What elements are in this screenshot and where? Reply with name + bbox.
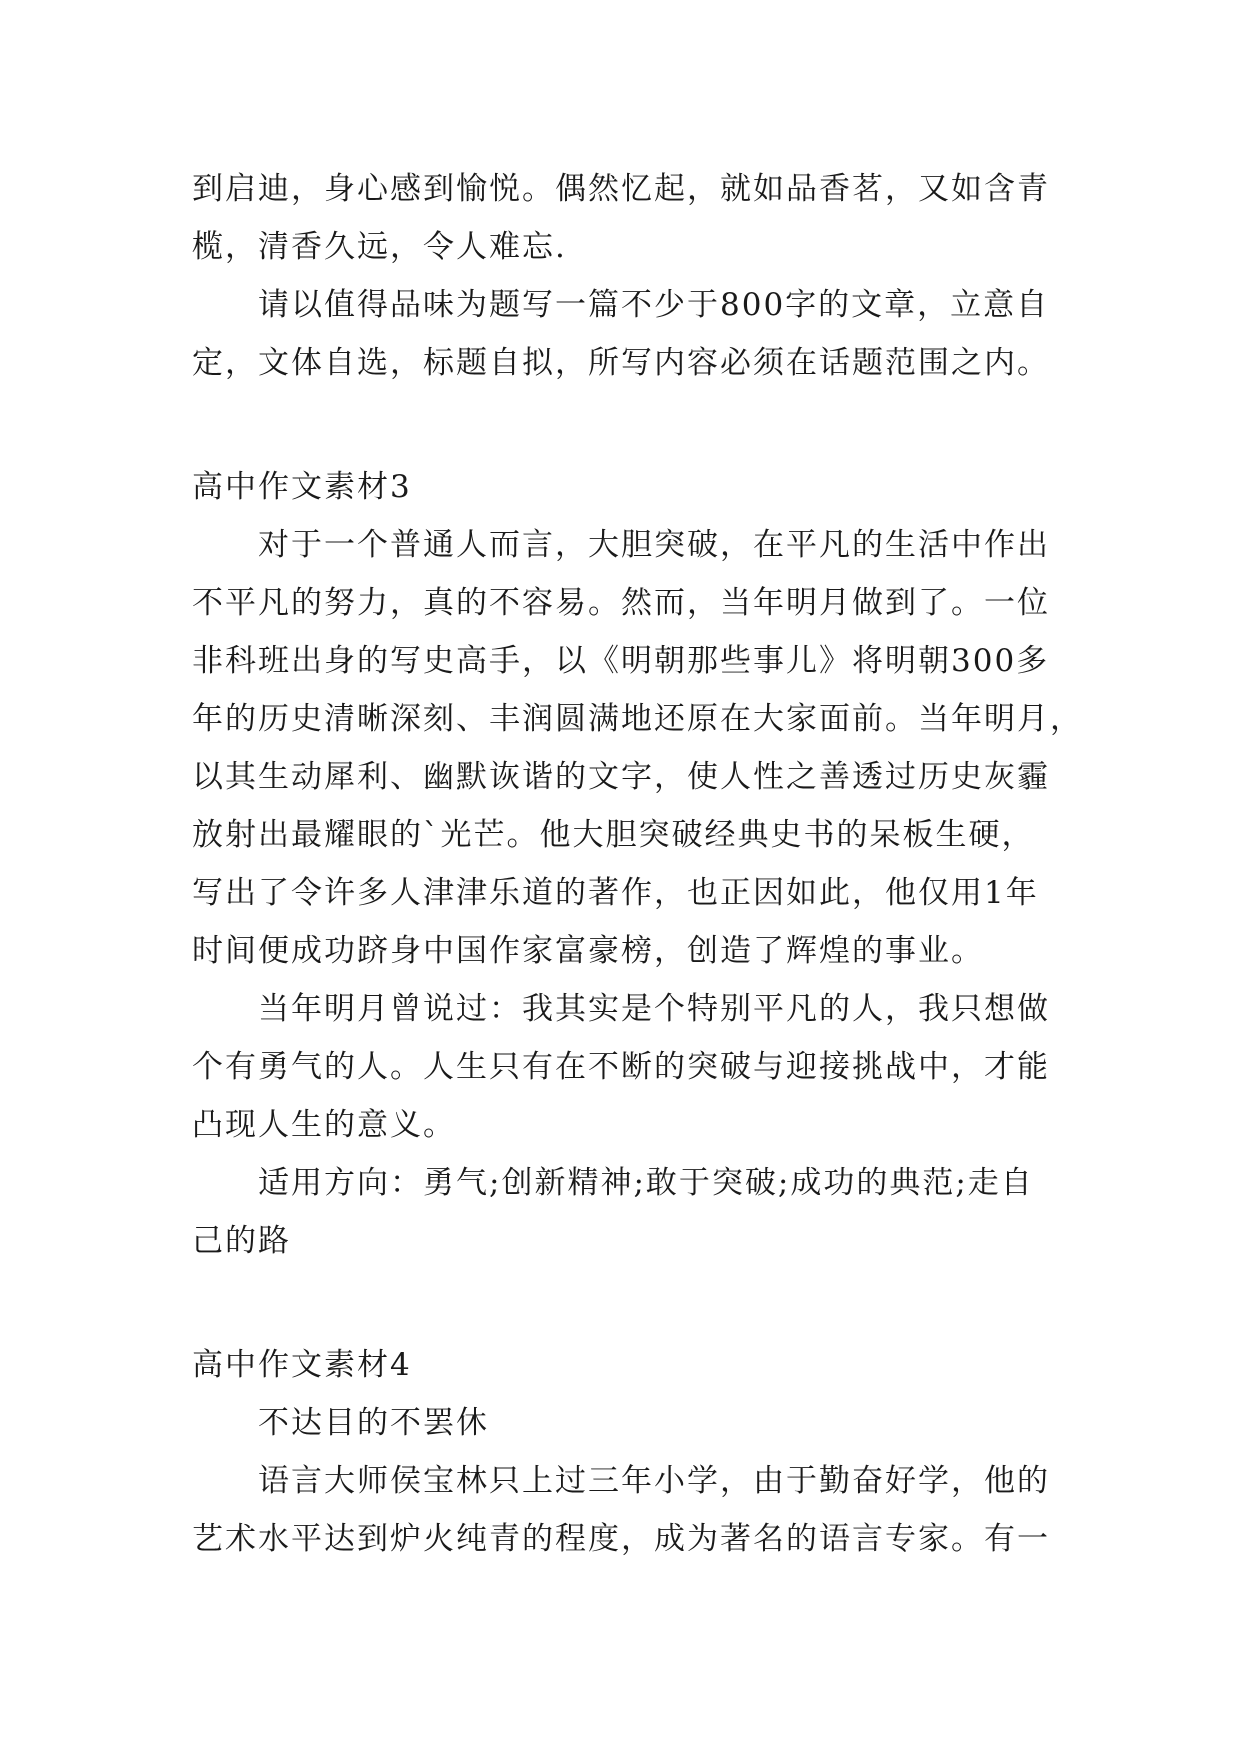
- paragraph-line: 年的历史清晰深刻、丰润圆满地还原在大家面前。当年明月，: [192, 701, 1083, 737]
- paragraph-line: 艺术水平达到炉火纯青的程度，成为著名的语言专家。有一: [192, 1521, 1050, 1557]
- section-heading: 高中作文素材3: [192, 469, 412, 505]
- paragraph-line: 不平凡的努力，真的不容易。然而，当年明月做到了。一位: [192, 585, 1050, 621]
- paragraph-line: 语言大师侯宝林只上过三年小学，由于勤奋好学，他的: [258, 1463, 1050, 1499]
- section-heading: 高中作文素材4: [192, 1347, 412, 1383]
- document-page: [192, 160, 1083, 1568]
- paragraph-line: 到启迪，身心感到愉悦。偶然忆起，就如品香茗，又如含青: [192, 171, 1050, 207]
- paragraph-line: 榄，清香久远，令人难忘.: [192, 229, 567, 265]
- section-subtitle: 不达目的不罢休: [258, 1405, 489, 1441]
- paragraph-line: 时间便成功跻身中国作家富豪榜，创造了辉煌的事业。: [192, 933, 984, 969]
- paragraph-line: 对于一个普通人而言，大胆突破，在平凡的生活中作出: [258, 527, 1050, 563]
- paragraph-line: 写出了令许多人津津乐道的著作，也正因如此，他仅用1年: [192, 875, 1039, 911]
- paragraph-line: 适用方向：勇气;创新精神;敢于突破;成功的典范;走自: [258, 1165, 1034, 1201]
- paragraph-line: 以其生动犀利、幽默诙谐的文字，使人性之善透过历史灰霾: [192, 759, 1050, 795]
- paragraph-line: 个有勇气的人。人生只有在不断的突破与迎接挑战中，才能: [192, 1049, 1050, 1085]
- paragraph-line: 非科班出身的写史高手，以《明朝那些事儿》将明朝300多: [192, 643, 1050, 679]
- intro-block: [192, 160, 1062, 392]
- section-4: [192, 1336, 1062, 1568]
- section-spacer: [192, 392, 1062, 458]
- paragraph-line: 放射出最耀眼的`光芒。他大胆突破经典史书的呆板生硬，: [192, 817, 1035, 853]
- paragraph-line: 凸现人生的意义。: [192, 1107, 456, 1143]
- section-spacer: [192, 1270, 1062, 1336]
- paragraph-line: 己的路: [192, 1223, 291, 1259]
- paragraph-line: 请以值得品味为题写一篇不少于800字的文章，立意自: [258, 287, 1050, 323]
- section-3: [192, 458, 1083, 1270]
- paragraph-line: 定，文体自选，标题自拟，所写内容必须在话题范围之内。: [192, 345, 1050, 381]
- paragraph-line: 当年明月曾说过：我其实是个特别平凡的人，我只想做: [258, 991, 1050, 1027]
